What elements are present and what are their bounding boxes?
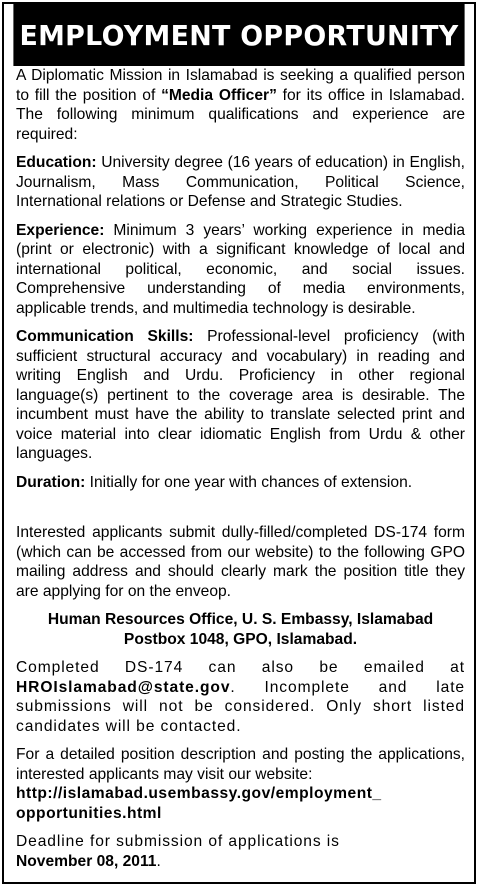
website-url-line-2[interactable]: opportunities.html [16,804,162,822]
ad-title [13,4,464,66]
communication-text: Professional-level proficiency (with sufficient structural accuracy and vocabulary) in reading and writing English and Urdu. Proficiency in other regional language(s) pertinent to the coverage area is desirable. The incumbent must have the ability to translate selected print and voice material into clear idiomatic English from Urdu & other languages. [16,328,465,462]
intro-paragraph [16,66,465,144]
apply-paragraph: Interested applicants submit dully-filled/completed DS-174 form (which can be accessed from our website) to the following GPO mailing address and should clearly mark the position title they are applying for on the enveop. [16,524,465,600]
duration-paragraph [16,473,465,493]
deadline-period: . [156,852,161,870]
experience-text: Minimum 3 years’ working experience in media (print or electronic) with a significant knowledge of local and international political, economic, and social issues. Comprehensive understanding of media environments, applicable trends, and multimedia technology is desirable. [16,221,465,317]
deadline-date-line [16,852,465,872]
duration-text: Initially for one year with chances of extension. [85,473,413,491]
ad-body [16,66,465,871]
website-paragraph [16,745,465,784]
ad-title-text: EMPLOYMENT OPPORTUNITY [19,18,459,52]
position-title: “Media Officer” [161,86,277,104]
deadline-date: November 08, 2011 [16,852,157,870]
address-line-2: Postbox 1048, GPO, Islamabad. [123,630,358,648]
communication-label: Communication Skills: [16,328,194,345]
email-text-end: . Incomplete and late submissions will not be considered. Only short listed candidates will be contacted. [16,678,465,735]
website-url-line-1[interactable]: http://islamabad.usembassy.gov/employment_ [16,785,382,802]
website-text: For a detailed position description and posting the applications, interested applicants may visit our website: [16,746,465,783]
intro-text: A Diplomatic Mission in Islamabad is seeking a qualified person to fill the position of [16,67,465,104]
email-address[interactable]: HROIslamabad@state.gov [16,678,231,696]
email-paragraph [16,658,465,736]
experience-label: Experience: [16,221,105,239]
deadline-paragraph: Deadline for submission of applications is [16,833,340,850]
intro-text-end: for its office in Islamabad. The following minimum qualifications and experience are required: [16,86,465,143]
education-label: Education: [16,154,97,171]
duration-label: Duration: [16,473,86,491]
experience-paragraph [16,221,465,319]
communication-paragraph [16,327,465,464]
education-paragraph [16,153,465,212]
email-text: Completed DS-174 can also be emailed at [16,659,465,676]
education-text: University degree (16 years of education) in English, Journalism, Mass Communication, Political Science, International relations or Defense and Strategic Studies. [16,154,465,210]
address-line-1: Human Resources Office, U. S. Embassy, Islamabad [47,611,434,628]
